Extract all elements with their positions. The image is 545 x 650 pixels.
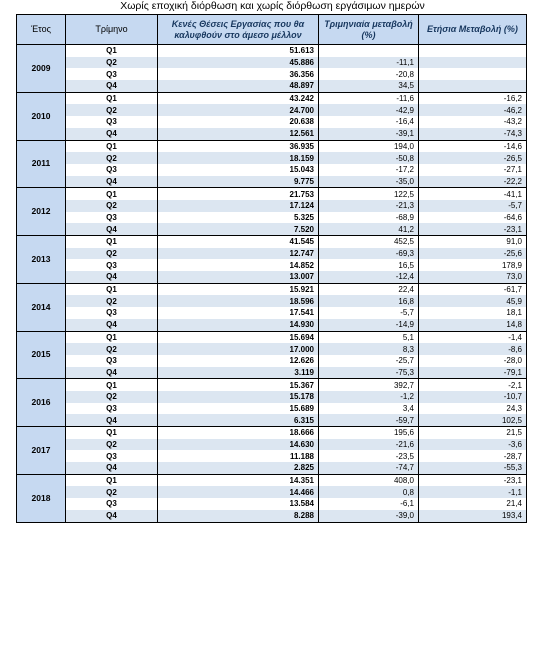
quarterly-change-cell: 16,8 (319, 295, 419, 307)
vacancies-cell: 18.666 (158, 427, 319, 439)
table-row (17, 367, 527, 379)
quarterly-change-cell: -25,7 (319, 355, 419, 367)
quarterly-change-cell: -75,3 (319, 367, 419, 379)
quarter-cell: Q2 (66, 152, 158, 164)
table-row (17, 104, 527, 116)
year-cell: 2010 (17, 92, 66, 140)
quarter-cell: Q1 (66, 236, 158, 248)
table-row (17, 403, 527, 415)
vacancies-cell: 15.178 (158, 391, 319, 403)
vacancies-table (16, 14, 527, 523)
vacancies-cell: 3.119 (158, 367, 319, 379)
table-row (17, 116, 527, 128)
table-row (17, 68, 527, 80)
quarterly-change-cell: -69,3 (319, 248, 419, 260)
year-cell: 2015 (17, 331, 66, 379)
vacancies-cell: 14.852 (158, 259, 319, 271)
quarterly-change-cell: 122,5 (319, 188, 419, 200)
quarter-cell: Q2 (66, 104, 158, 116)
table-row (17, 307, 527, 319)
annual-change-cell (419, 68, 527, 80)
quarterly-change-cell: -5,7 (319, 307, 419, 319)
quarterly-change-cell: -39,0 (319, 510, 419, 522)
table-row (17, 176, 527, 188)
table-row (17, 248, 527, 260)
vacancies-cell: 43.242 (158, 92, 319, 104)
annual-change-cell: -61,7 (419, 283, 527, 295)
annual-change-cell: -1,1 (419, 486, 527, 498)
annual-change-cell: -41,1 (419, 188, 527, 200)
annual-change-cell: 18,1 (419, 307, 527, 319)
vacancies-cell: 17.541 (158, 307, 319, 319)
quarter-cell: Q3 (66, 355, 158, 367)
quarterly-change-cell: 392,7 (319, 379, 419, 391)
quarterly-change-cell: -74,7 (319, 462, 419, 474)
table-row (17, 236, 527, 248)
annual-change-cell: -3,6 (419, 439, 527, 451)
quarterly-change-cell: -17,2 (319, 164, 419, 176)
year-cell: 2014 (17, 283, 66, 331)
header-row (17, 15, 527, 45)
vacancies-cell: 9.775 (158, 176, 319, 188)
table-row (17, 343, 527, 355)
quarterly-change-cell: 41,2 (319, 223, 419, 235)
annual-change-cell: -26,5 (419, 152, 527, 164)
annual-change-cell: -28,0 (419, 355, 527, 367)
vacancies-cell: 17.000 (158, 343, 319, 355)
vacancies-cell: 15.689 (158, 403, 319, 415)
annual-change-cell: -27,1 (419, 164, 527, 176)
table-row (17, 355, 527, 367)
year-cell: 2013 (17, 236, 66, 284)
quarter-cell: Q1 (66, 283, 158, 295)
quarter-cell: Q3 (66, 403, 158, 415)
header-quarter: Τρίμηνο (66, 15, 158, 45)
annual-change-cell: 24,3 (419, 403, 527, 415)
quarter-cell: Q1 (66, 92, 158, 104)
annual-change-cell: -1,4 (419, 331, 527, 343)
vacancies-cell: 17.124 (158, 200, 319, 212)
quarter-cell: Q2 (66, 248, 158, 260)
annual-change-cell (419, 45, 527, 57)
annual-change-cell: -55,3 (419, 462, 527, 474)
quarter-cell: Q4 (66, 510, 158, 522)
annual-change-cell: -8,6 (419, 343, 527, 355)
vacancies-cell: 6.315 (158, 414, 319, 426)
quarterly-change-cell: -1,2 (319, 391, 419, 403)
quarter-cell: Q4 (66, 414, 158, 426)
table-row (17, 379, 527, 391)
annual-change-cell: 21,5 (419, 427, 527, 439)
annual-change-cell: -28,7 (419, 450, 527, 462)
vacancies-cell: 15.043 (158, 164, 319, 176)
quarter-cell: Q4 (66, 128, 158, 140)
quarter-cell: Q1 (66, 188, 158, 200)
vacancies-cell: 13.007 (158, 271, 319, 283)
table-row (17, 188, 527, 200)
table-row (17, 439, 527, 451)
table-row (17, 331, 527, 343)
table-row (17, 391, 527, 403)
quarterly-change-cell: 408,0 (319, 474, 419, 486)
table-row (17, 152, 527, 164)
vacancies-cell: 2.825 (158, 462, 319, 474)
vacancies-cell: 18.596 (158, 295, 319, 307)
vacancies-cell: 18.159 (158, 152, 319, 164)
quarterly-change-cell: -16,4 (319, 116, 419, 128)
quarterly-change-cell: 452,5 (319, 236, 419, 248)
annual-change-cell: -43,2 (419, 116, 527, 128)
vacancies-cell: 36.935 (158, 140, 319, 152)
year-cell: 2009 (17, 45, 66, 93)
table-row (17, 223, 527, 235)
quarter-cell: Q3 (66, 450, 158, 462)
table-body (17, 45, 527, 523)
vacancies-cell: 45.886 (158, 57, 319, 69)
quarter-cell: Q1 (66, 140, 158, 152)
table-row (17, 212, 527, 224)
quarter-cell: Q3 (66, 164, 158, 176)
table-row (17, 80, 527, 92)
quarterly-change-cell: 22,4 (319, 283, 419, 295)
quarterly-change-cell: -11,1 (319, 57, 419, 69)
annual-change-cell: -10,7 (419, 391, 527, 403)
quarterly-change-cell: 34,5 (319, 80, 419, 92)
quarter-cell: Q2 (66, 295, 158, 307)
quarter-cell: Q3 (66, 259, 158, 271)
vacancies-cell: 48.897 (158, 80, 319, 92)
quarter-cell: Q2 (66, 439, 158, 451)
quarter-cell: Q4 (66, 462, 158, 474)
quarter-cell: Q3 (66, 212, 158, 224)
vacancies-cell: 7.520 (158, 223, 319, 235)
table-row (17, 295, 527, 307)
annual-change-cell (419, 80, 527, 92)
table-row (17, 259, 527, 271)
annual-change-cell: 91,0 (419, 236, 527, 248)
annual-change-cell: -46,2 (419, 104, 527, 116)
quarterly-change-cell: -23,5 (319, 450, 419, 462)
vacancies-cell: 15.367 (158, 379, 319, 391)
table-row (17, 498, 527, 510)
annual-change-cell: 21,4 (419, 498, 527, 510)
header-vacancies: Κενές Θέσεις Εργασίας που θα καλυφθούν στο άμεσο μέλλον (158, 15, 319, 45)
vacancies-cell: 15.694 (158, 331, 319, 343)
quarterly-change-cell: -21,3 (319, 200, 419, 212)
table-row (17, 128, 527, 140)
quarterly-change-cell: 8,3 (319, 343, 419, 355)
quarter-cell: Q1 (66, 331, 158, 343)
table-row (17, 414, 527, 426)
quarterly-change-cell: -20,8 (319, 68, 419, 80)
vacancies-cell: 11.188 (158, 450, 319, 462)
vacancies-cell: 14.351 (158, 474, 319, 486)
header-quarterly-change: Τριμηνιαία μεταβολή (%) (319, 15, 419, 45)
annual-change-cell (419, 57, 527, 69)
quarter-cell: Q2 (66, 343, 158, 355)
annual-change-cell: 178,9 (419, 259, 527, 271)
annual-change-cell: -5,7 (419, 200, 527, 212)
quarterly-change-cell: -21,6 (319, 439, 419, 451)
vacancies-cell: 24.700 (158, 104, 319, 116)
vacancies-cell: 21.753 (158, 188, 319, 200)
vacancies-cell: 13.584 (158, 498, 319, 510)
year-cell: 2017 (17, 427, 66, 475)
table-row (17, 474, 527, 486)
annual-change-cell: -23,1 (419, 474, 527, 486)
quarterly-change-cell: -59,7 (319, 414, 419, 426)
vacancies-cell: 14.466 (158, 486, 319, 498)
annual-change-cell: -16,2 (419, 92, 527, 104)
annual-change-cell: -22,2 (419, 176, 527, 188)
vacancies-cell: 12.626 (158, 355, 319, 367)
header-annual-change: Ετήσια Μεταβολή (%) (419, 15, 527, 45)
quarterly-change-cell: 5,1 (319, 331, 419, 343)
annual-change-cell: 14,8 (419, 319, 527, 331)
annual-change-cell: -79,1 (419, 367, 527, 379)
quarterly-change-cell: -39,1 (319, 128, 419, 140)
table-row (17, 140, 527, 152)
vacancies-cell: 14.930 (158, 319, 319, 331)
quarter-cell: Q2 (66, 200, 158, 212)
quarterly-change-cell: 0,8 (319, 486, 419, 498)
quarter-cell: Q3 (66, 68, 158, 80)
table-row (17, 450, 527, 462)
table-row (17, 283, 527, 295)
quarter-cell: Q1 (66, 427, 158, 439)
quarter-cell: Q3 (66, 307, 158, 319)
quarterly-change-cell: 194,0 (319, 140, 419, 152)
annual-change-cell: 102,5 (419, 414, 527, 426)
quarter-cell: Q2 (66, 391, 158, 403)
quarter-cell: Q1 (66, 379, 158, 391)
quarterly-change-cell: -11,6 (319, 92, 419, 104)
annual-change-cell: -2,1 (419, 379, 527, 391)
quarter-cell: Q4 (66, 271, 158, 283)
quarter-cell: Q1 (66, 474, 158, 486)
annual-change-cell: 193,4 (419, 510, 527, 522)
annual-change-cell: -64,6 (419, 212, 527, 224)
quarter-cell: Q3 (66, 498, 158, 510)
quarter-cell: Q2 (66, 57, 158, 69)
year-cell: 2016 (17, 379, 66, 427)
table-row (17, 45, 527, 57)
quarter-cell: Q2 (66, 486, 158, 498)
quarterly-change-cell: -12,4 (319, 271, 419, 283)
table-row (17, 164, 527, 176)
vacancies-cell: 5.325 (158, 212, 319, 224)
table-row (17, 427, 527, 439)
quarterly-change-cell: -6,1 (319, 498, 419, 510)
quarterly-change-cell: -50,8 (319, 152, 419, 164)
vacancies-cell: 12.561 (158, 128, 319, 140)
table-row (17, 57, 527, 69)
year-cell: 2012 (17, 188, 66, 236)
vacancies-cell: 41.545 (158, 236, 319, 248)
quarterly-change-cell: 16,5 (319, 259, 419, 271)
quarterly-change-cell: 3,4 (319, 403, 419, 415)
table-row (17, 319, 527, 331)
quarter-cell: Q1 (66, 45, 158, 57)
vacancies-cell: 14.630 (158, 439, 319, 451)
table-caption: Χωρίς εποχική διόρθωση και χωρίς διόρθωση εργάσιμων ημερών (120, 0, 425, 12)
annual-change-cell: 73,0 (419, 271, 527, 283)
quarterly-change-cell (319, 45, 419, 57)
annual-change-cell: -14,6 (419, 140, 527, 152)
table-row (17, 92, 527, 104)
vacancies-cell: 8.288 (158, 510, 319, 522)
vacancies-cell: 20.638 (158, 116, 319, 128)
vacancies-cell: 15.921 (158, 283, 319, 295)
year-cell: 2018 (17, 474, 66, 522)
year-cell: 2011 (17, 140, 66, 188)
quarter-cell: Q4 (66, 223, 158, 235)
annual-change-cell: -25,6 (419, 248, 527, 260)
quarter-cell: Q4 (66, 80, 158, 92)
quarterly-change-cell: -68,9 (319, 212, 419, 224)
quarterly-change-cell: -35,0 (319, 176, 419, 188)
header-year: Έτος (17, 15, 66, 45)
vacancies-cell: 51.613 (158, 45, 319, 57)
table-row (17, 486, 527, 498)
table-row (17, 200, 527, 212)
quarter-cell: Q3 (66, 116, 158, 128)
vacancies-cell: 12.747 (158, 248, 319, 260)
quarterly-change-cell: -42,9 (319, 104, 419, 116)
quarterly-change-cell: 195,6 (319, 427, 419, 439)
table-row (17, 271, 527, 283)
annual-change-cell: -23,1 (419, 223, 527, 235)
table-row (17, 510, 527, 522)
table-row (17, 462, 527, 474)
vacancies-cell: 36.356 (158, 68, 319, 80)
annual-change-cell: 45,9 (419, 295, 527, 307)
quarter-cell: Q4 (66, 319, 158, 331)
quarterly-change-cell: -14,9 (319, 319, 419, 331)
quarter-cell: Q4 (66, 176, 158, 188)
annual-change-cell: -74,3 (419, 128, 527, 140)
quarter-cell: Q4 (66, 367, 158, 379)
